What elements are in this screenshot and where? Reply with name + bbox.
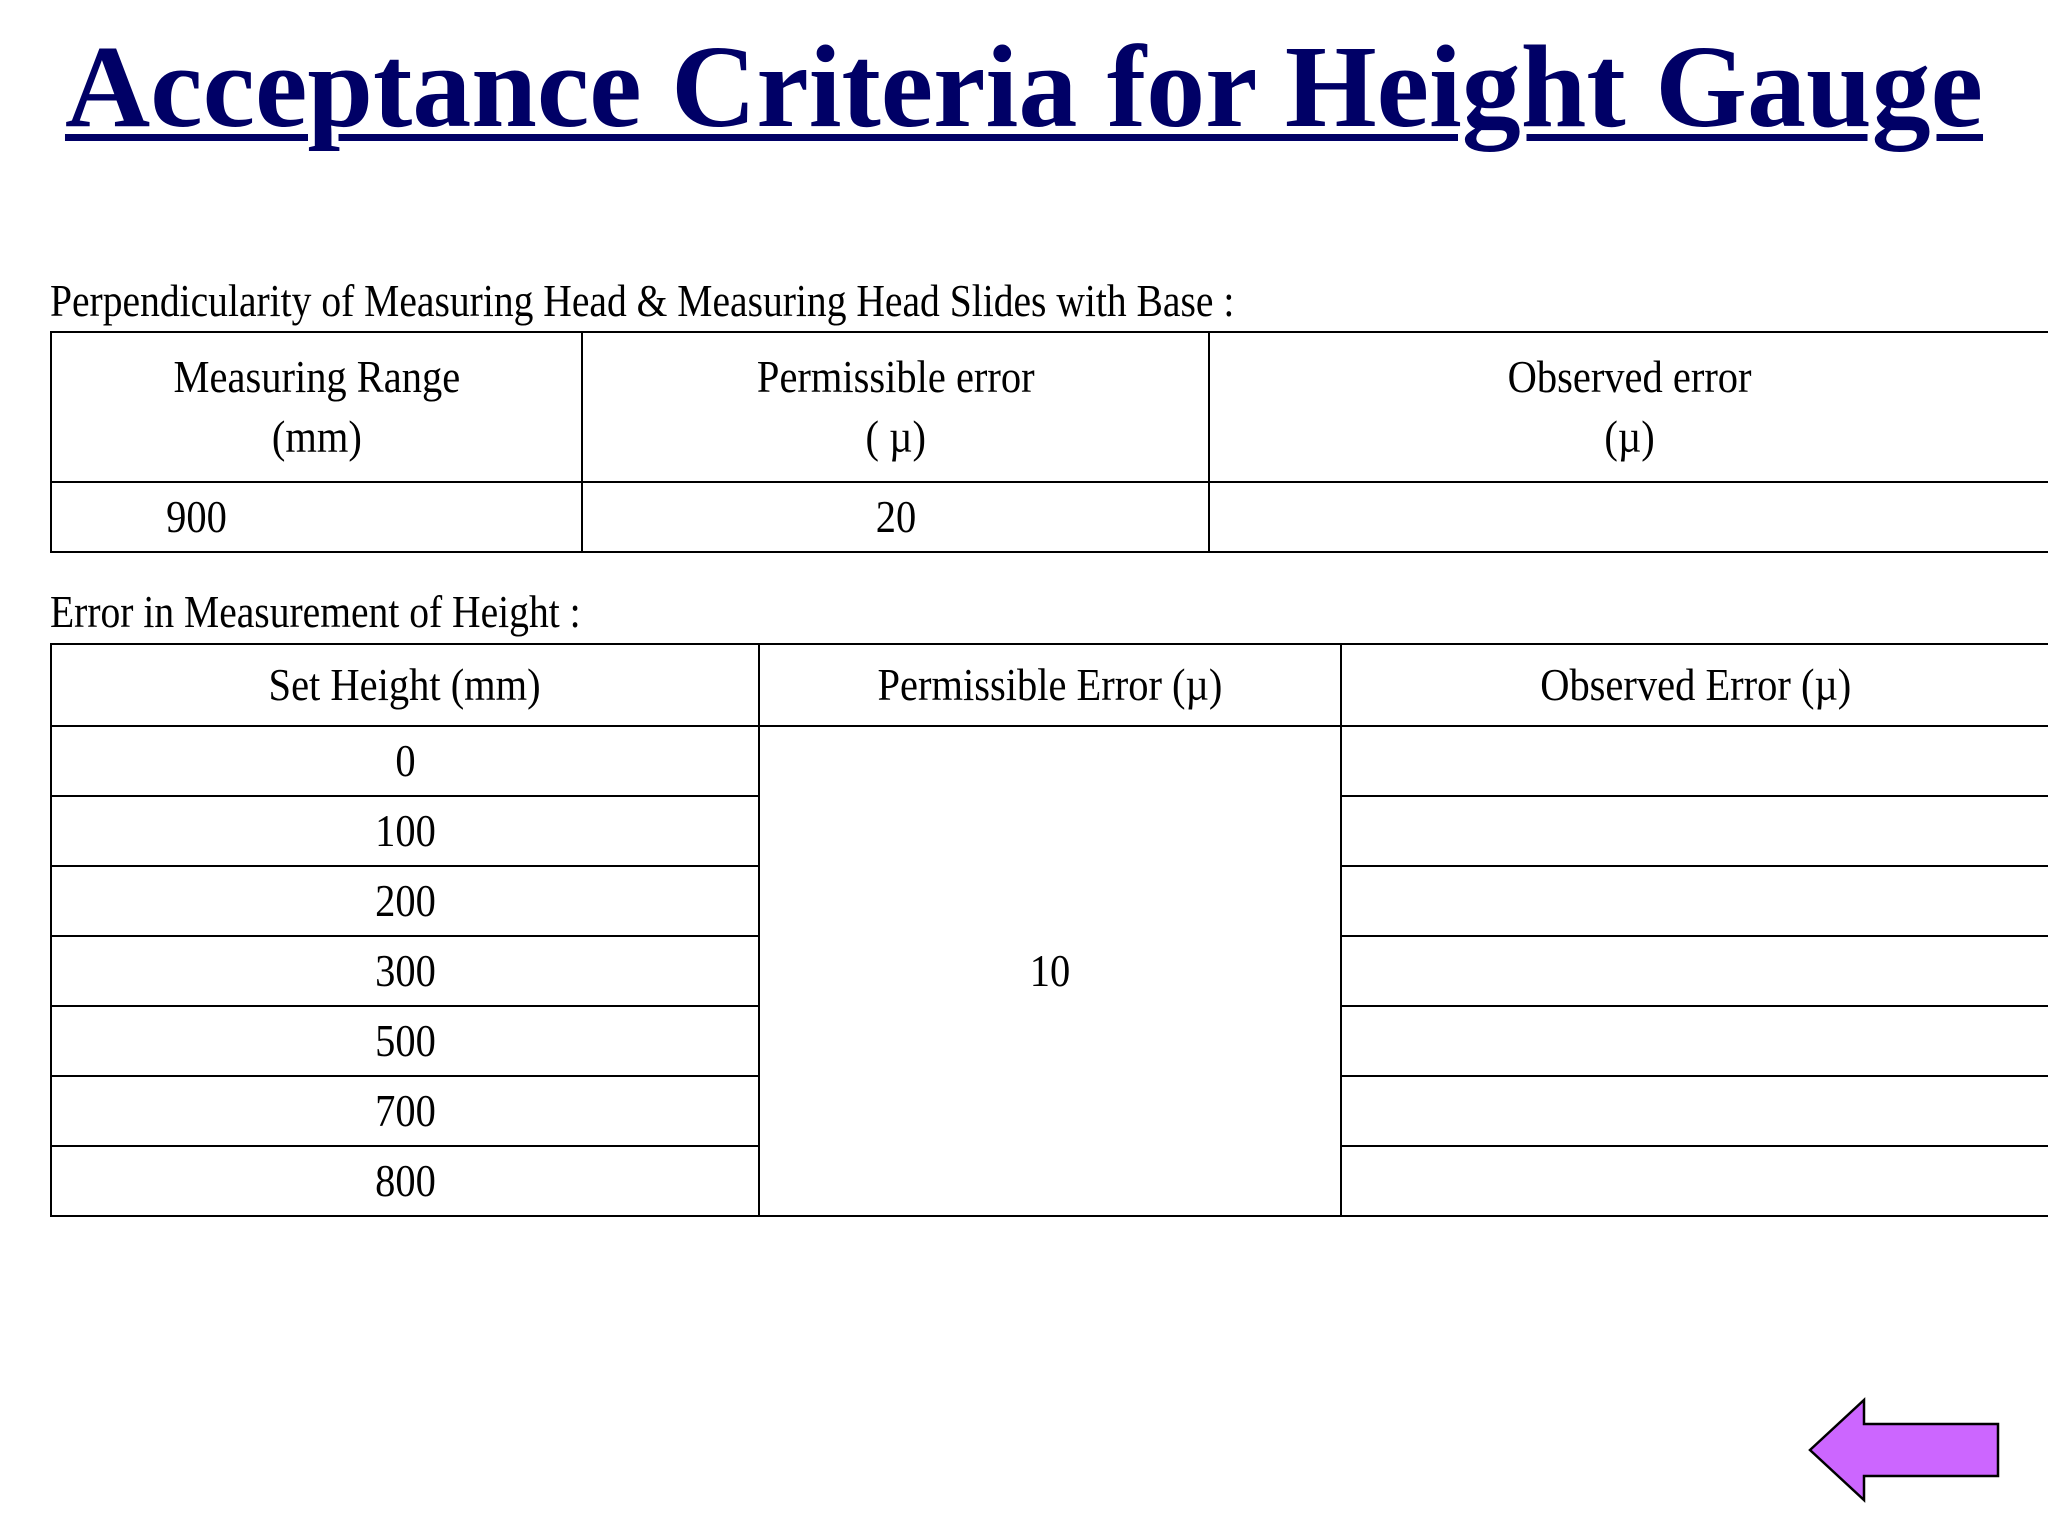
cell-observed-error — [1341, 936, 2048, 1006]
perpendicularity-caption: Perpendicularity of Measuring Head & Measuring Head Slides with Base : — [50, 275, 1235, 326]
cell-set-height: 500 — [51, 1006, 759, 1076]
cell-measuring-range: 900 — [51, 482, 582, 552]
header-permissible-error: Permissible error ( µ) — [582, 332, 1209, 482]
cell-observed-error — [1341, 1006, 2048, 1076]
cell-set-height: 200 — [51, 866, 759, 936]
cell-set-height: 300 — [51, 936, 759, 1006]
header-measuring-range: Measuring Range (mm) — [51, 332, 582, 482]
height-error-caption: Error in Measurement of Height : — [50, 586, 581, 637]
cell-permissible-error: 10 — [759, 726, 1341, 1216]
cell-set-height: 800 — [51, 1146, 759, 1216]
cell-observed-error — [1341, 1076, 2048, 1146]
cell-set-height: 100 — [51, 796, 759, 866]
left-arrow-icon — [1806, 1396, 2002, 1504]
header-observed-error: Observed error (µ) — [1209, 332, 2048, 482]
height-error-table — [50, 643, 2048, 1217]
cell-set-height: 0 — [51, 726, 759, 796]
cell-observed-error — [1341, 1146, 2048, 1216]
cell-set-height: 700 — [51, 1076, 759, 1146]
table-row — [51, 482, 2048, 552]
cell-observed-error — [1209, 482, 2048, 552]
table-header-row — [51, 332, 2048, 482]
back-button[interactable] — [1806, 1396, 2002, 1504]
cell-permissible-error: 20 — [582, 482, 1209, 552]
cell-observed-error — [1341, 726, 2048, 796]
perpendicularity-table — [50, 331, 2048, 553]
header-permissible-error: Permissible Error (µ) — [759, 644, 1341, 726]
cell-observed-error — [1341, 796, 2048, 866]
header-set-height: Set Height (mm) — [51, 644, 759, 726]
table-row — [51, 726, 2048, 796]
cell-observed-error — [1341, 866, 2048, 936]
page-title: Acceptance Criteria for Height Gauge — [64, 21, 1984, 152]
header-observed-error: Observed Error (µ) — [1341, 644, 2048, 726]
table-header-row — [51, 644, 2048, 726]
